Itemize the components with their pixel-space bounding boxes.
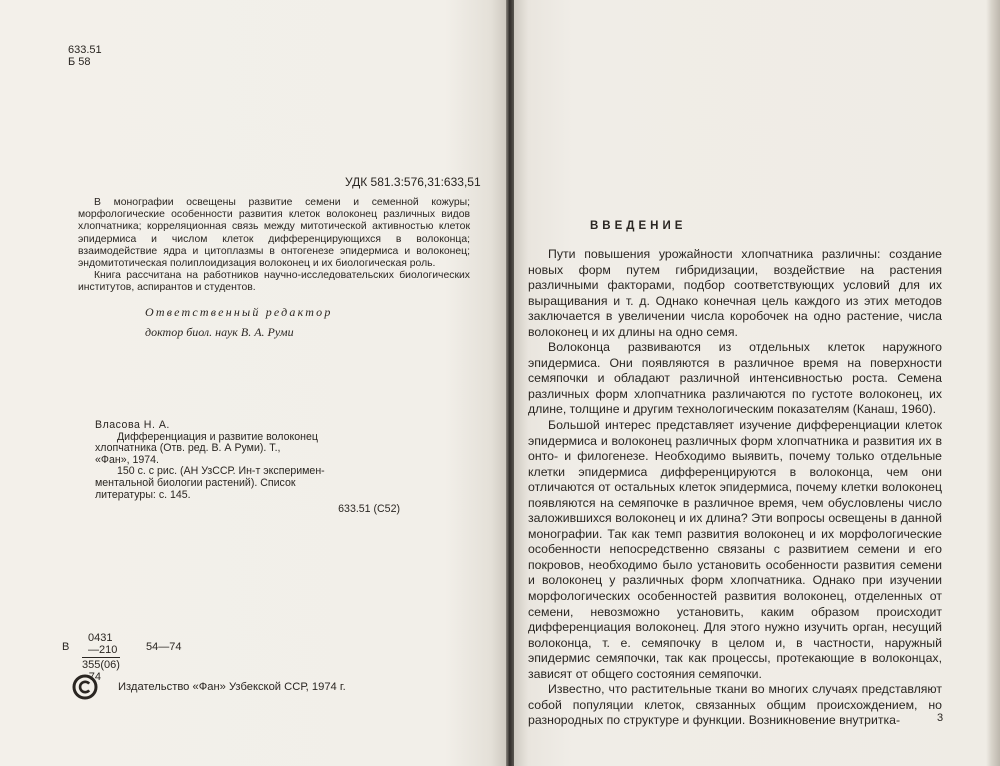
catalog-line: 150 с. с рис. (АН УзССР. Ин-т эксперимен- [117,465,325,478]
body-paragraph: Пути повышения урожайности хлопчатника различны: создание новых форм путем гибридизации, воздействие на растения различными факторами, подбор соответствующих условий для их выращивания и т. д. Однако конечная цель каждого из этих методов заключается в увеличении числа коробочек на одно растение, числа волоконец и их длины на одно семя. [528,247,942,339]
responsible-editor [145,302,333,342]
body-paragraph: Большой интерес представляет изучение дифференциации клеток эпидермиса и волоконец различных форм хлопчатника и развития их в онто- и филогенезе. Необходимо выявить, почему только отдельные клетки эпидермиса дифференцируются в волоконца, чем они отличаются от остальных клеток эпидермиса, почему клетки волоконец появляются на семяпочке в различное время, чем обусловлены число заложившихся волоконец и их длина? Эти вопросы освещены в данной монографии. Так как темп развития волоконец и их морфологические особенности непосредственно связаны с развитием семени и его покровов, необходимо было установить особенности развития семени и волоконец у различных форм хлопчатника. Однако при изучении морфологических особенностей развития волоконец, отделенных от семени, невозможно установить, каким образом происходит дифференциация волоконец. Для этого нужно изучить орган, несущий волоконца, т. е. семяпочку в целом и, в частности, наружный эпидермис семяпочки, так как процессы, протекающие в волоконцах, зависят от общего состояния семяпочки. [528,418,942,681]
catalog-classification: 633.51 (С52) [338,503,400,516]
catalog-line: Дифференциация и развитие волоконец [117,430,318,443]
call-number-line: 633.51 [68,44,102,56]
section-heading: ВВЕДЕНИЕ [590,220,687,232]
book-gutter [506,0,514,766]
editor-name: доктор биол. наук В. А. Руми [145,325,294,339]
copyright-icon [72,674,98,700]
introduction-text [528,247,942,729]
abstract-paragraph: Книга рассчитана на работников научно-исследовательских биологических институтов, аспирантов и студентов. [78,270,470,294]
index-numerator: 0431—210 [82,632,120,658]
body-paragraph: Волоконца развиваются из отдельных клеток наружного эпидермиса. Они появляются в различное время на поверхности семяпочки и обладают различной интенсивностью роста. Семена различных форм хлопчатника различаются по густоте волоконец, их длине, толщине и другим технологическим показателям (Канаш, 1960). [528,340,942,417]
udc-code: УДК 581.3:576,31:633,51 [345,175,481,189]
call-number [68,44,102,68]
publisher-copyright: Издательство «Фан» Узбекской ССР, 1974 г. [118,681,346,693]
catalog-line: литературы: с. 145. [95,488,191,501]
abstract-paragraph: В монографии освещены развитие семени и семенной кожуры; морфологические особенности развития клеток волоконец различных видов хлопчатника; корреляционная связь между митотической активностью клеток эпидермиса и числом клеток дифференцирующихся в волоконца; взаимодействие ядра и цитоплазмы в онтогенезе эпидермиса и волоконец; эндомитотическая полиплоидизация волоконец и их биологическая роль. [78,197,470,270]
page-edge-shadow [986,0,1000,766]
catalog-line: «Фан», 1974. [95,453,159,466]
page-number: 3 [937,712,944,724]
catalog-author: Власова Н. А. [95,419,170,431]
call-number-line: Б 58 [68,56,91,68]
index-suffix: 54—74 [146,641,182,653]
index-denominator: 355(06) - 74 [82,659,120,683]
catalog-card [95,420,400,516]
catalog-line: хлопчатника (Отв. ред. В. А Руми). Т., [95,442,281,455]
editor-role: Ответственный редактор [145,305,333,319]
index-letter: В [62,641,70,653]
abstract [78,197,470,295]
catalog-line: ментальной биологии растений). Список [95,476,296,489]
body-paragraph: Известно, что растительные ткани во многих случаях представляют собой популяции клеток, связанных общим происхождением, но разнородных по структуре и функции. Возникновение внутритка- [528,682,942,728]
